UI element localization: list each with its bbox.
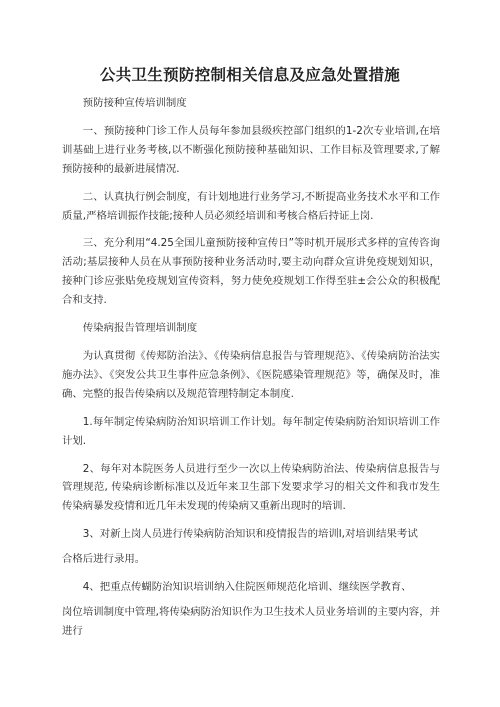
document-body	[62, 94, 440, 641]
paragraph-8: 4、把重点传蝴防治知识培训纳入住院医师规范化培训、继续医学教育、	[82, 581, 412, 594]
paragraph-3: 三、充分利用“4.25全国儿童预防接种宣传日”等时机开展形式多样的宣传咨询活动;基层接种人员在从事预防接种业务活动时,要主动向群众宣讲免疫规划知识，接种门诊应张贴免疫规划宣传资料，努力使免疫规划工作得至驻±会公众的积极配合和支持.	[62, 237, 440, 307]
document-title: 公共卫生预防控制相关信息及应急处置措施	[99, 65, 401, 84]
paragraph-4: 为认真贯彻《传郏防治法》、《传染病信息报告与管理规范》、《传染病防治法实施办法》、《突发公共卫生事件应急条例》、《医院感染管理规范》等，确保及时，准确、完整的报告传染病以及规范管理特制定本制度.	[62, 349, 440, 400]
section-heading-infectious-disease: 传染病报告管理培训制度	[82, 322, 198, 335]
paragraph-5: 1.每年制定传染病防治知识培训工作计划。每年制定传染病防治知识培训工作计划.	[62, 415, 440, 447]
paragraph-1: 一、预防接种门诊工作人员每年参加县级疾控部门组织的1-2次专业培训,在培训基础上进行业务考核,以不断强化预防接种基础知识、工作目标及管理要求,了解预防接种的最新进展情况.	[62, 124, 440, 175]
paragraph-7-continued: 合格后进行录用。	[62, 553, 146, 566]
paragraph-8-continued: 岗位培训制度中管理,将传染病防治知识作为卫生技术人员业务培训的主要内容，并进行	[62, 605, 440, 637]
section-heading-vaccination: 预防接种宣传培训制度	[82, 97, 187, 109]
paragraph-7: 3、对新上岗人员进行传染病防治知识和疫情报告的培训l,对培训结果考试	[82, 528, 418, 541]
paragraph-6: 2、每年对本院医务人员进行至少一次以上传染病防治法、传染病信息报告与管理规范, 传染病诊断标准以及近年来卫生部下发要求学习的相关文件和我市发生传染病暴发疫情和近几年未发现的传染病又重新出现时的培训.	[62, 462, 440, 513]
paragraph-2: 二、认真执行例会制度，有计划地进行业务学习,不断提高业务技术水平和工作质量,严格培训振作技能;接种人员必须经培训和考核合格后持证上岗.	[62, 190, 440, 222]
